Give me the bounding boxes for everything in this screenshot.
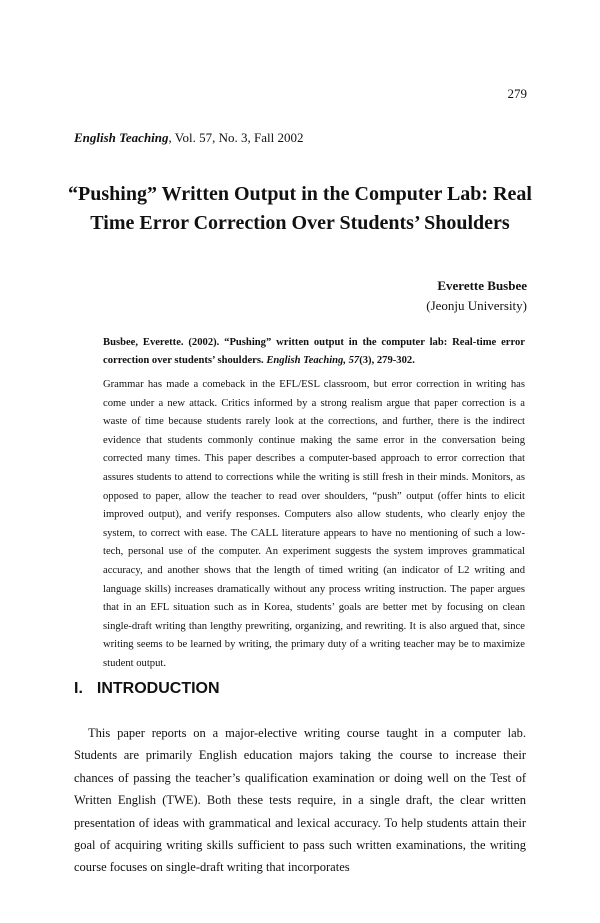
journal-issue: , Vol. 57, No. 3, Fall 2002 <box>168 130 304 145</box>
citation-lead: Busbee, Everette. (2002). “Pushing” written output in the computer lab: Real-time error correction over students’ shoulders. <box>103 337 525 366</box>
citation <box>103 334 525 370</box>
section-heading <box>74 680 220 698</box>
journal-name: English Teaching <box>74 130 169 145</box>
intro-paragraph: This paper reports on a major-elective writing course taught in a computer lab. Students are primarily English education majors taking the course to increase their chances of passing the teacher’s qualification examination or doing well on the Test of Written English (TWE). Both these tests require, in a single draft, the clear written presentation of ideas with grammatical and lexical accuracy. To help students attain their goal of acquiring writing skills sufficient to pass such written examinations, the writing course focuses on single-draft writing that incorporates <box>74 726 526 875</box>
citation-journal: English Teaching, 57 <box>266 355 360 366</box>
author-name: Everette Busbee <box>437 278 527 293</box>
page-number: 279 <box>507 86 527 101</box>
paper-title: “Pushing” Written Output in the Computer Lab: Real Time Error Correction Over Students’ Shoulders <box>68 183 532 234</box>
section-title: INTRODUCTION <box>96 680 220 697</box>
author-affiliation: (Jeonju University) <box>426 298 527 313</box>
citation-tail: (3), 279-302. <box>359 355 415 366</box>
abstract: Grammar has made a comeback in the EFL/ESL classroom, but error correction in writing has come under a new attack. Critics informed by a strong realism argue that paper correction is a waste of time because students rarely look at the corrections, and further, there is the indirect evidence that students commonly continue making the same error in the conversation being corrected many times. This paper describes a computer-based approach to error correction that assures students to attend to corrections while the writing is still fresh in their minds. Monitors, as opposed to paper, allow the teacher to read over shoulders, “push” output (offer hints to elicit improved output), and verify responses. Computers also allow students, who clearly enjoy the system, to correct with ease. The CALL literature appears to have no mentioning of such a low-tech, personal use of the computer. An experiment suggests the system improves grammatical accuracy, and another shows that the length of timed writing (an indicator of L2 writing and language skills) increases dramatically without any process writing instruction. The paper argues that in an EFL situation such as in Korea, students’ goals are better met by focusing on clean single-draft writing than lengthy prewriting, organizing, and rewriting. It is also argued that, since writing seems to be learned by writing, the primary duty of a writing teacher may be to maximize student output. <box>103 379 525 669</box>
journal-header <box>74 130 303 146</box>
section-number: I. <box>74 680 83 697</box>
